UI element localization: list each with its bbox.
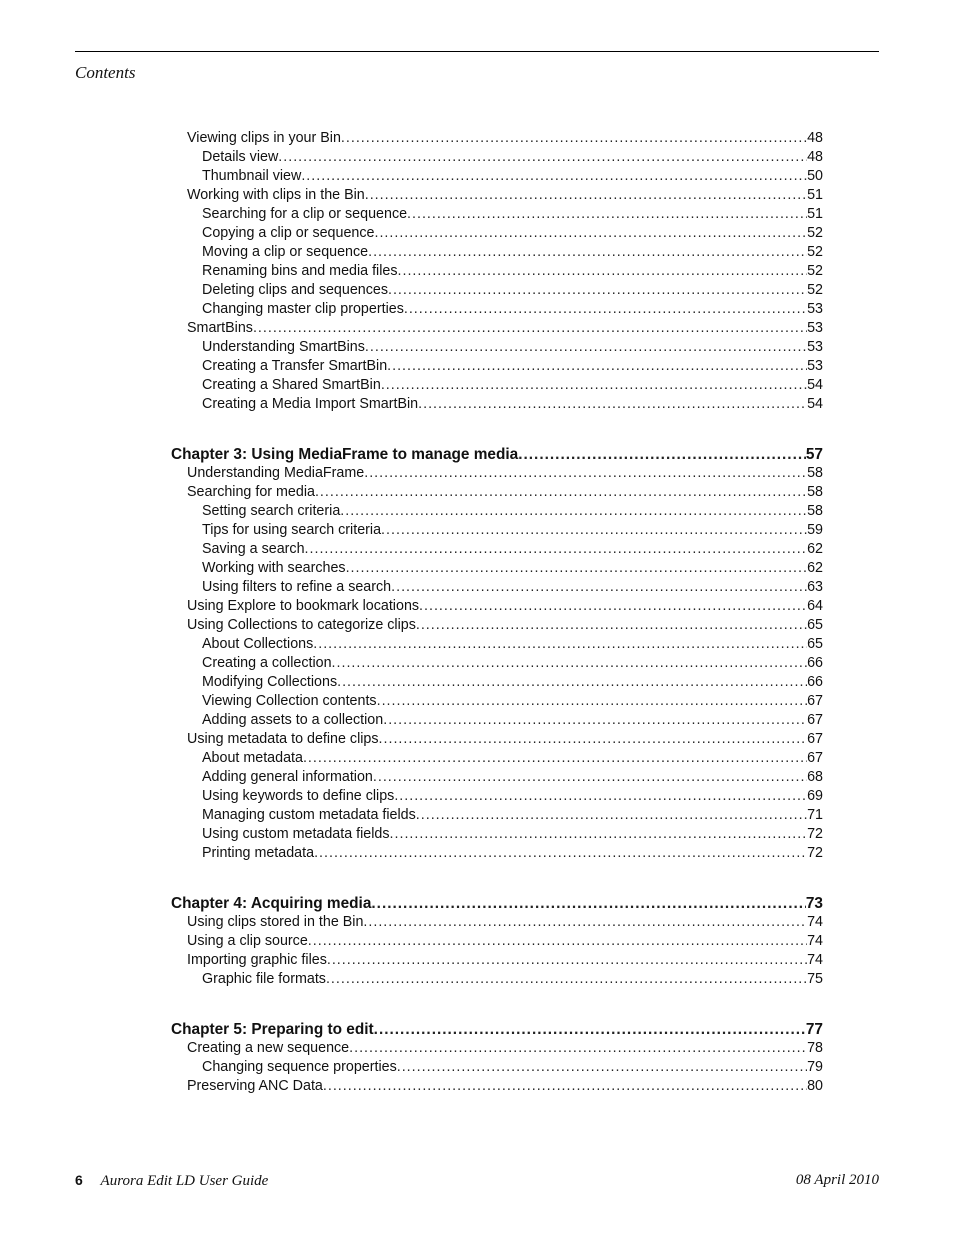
dot-leader [278, 148, 807, 167]
toc-entry-page: 52 [807, 263, 823, 279]
toc-chapter-entry[interactable] [171, 445, 823, 464]
toc-entry[interactable] [187, 464, 823, 483]
toc-entry-title: Changing master clip properties [202, 301, 404, 317]
toc-entry[interactable] [187, 616, 823, 635]
footer-left [75, 1172, 268, 1190]
toc-entry[interactable] [187, 932, 823, 951]
toc-entry[interactable] [202, 243, 823, 262]
toc-entry-title: Using a clip source [187, 933, 308, 949]
toc-entry-page: 51 [807, 187, 823, 203]
dot-leader [383, 711, 807, 730]
dot-leader [323, 1077, 807, 1096]
toc-entry[interactable] [187, 951, 823, 970]
dot-leader [381, 376, 807, 395]
toc-entry-title: Creating a Shared SmartBin [202, 377, 381, 393]
dot-leader [404, 300, 807, 319]
toc-entry-title: Preserving ANC Data [187, 1078, 323, 1094]
toc-entry[interactable] [187, 913, 823, 932]
toc-entry-title: Modifying Collections [202, 674, 338, 690]
toc-entry-title: About metadata [202, 750, 303, 766]
toc-entry-page: 67 [807, 750, 823, 766]
toc-entry[interactable] [202, 654, 823, 673]
toc-entry-page: 74 [807, 952, 823, 968]
toc-chapter-entry[interactable] [171, 894, 823, 913]
toc-entry[interactable] [202, 376, 823, 395]
toc-entry-page: 77 [805, 1021, 823, 1038]
toc-entry-page: 67 [807, 731, 823, 747]
toc-entry[interactable] [202, 844, 823, 863]
toc-entry-page: 78 [807, 1040, 823, 1056]
toc-entry[interactable] [202, 148, 823, 167]
toc-entry[interactable] [202, 205, 823, 224]
toc-entry-page: 64 [807, 598, 823, 614]
toc-entry-title: Using keywords to define clips [202, 788, 395, 804]
toc-entry[interactable] [187, 730, 823, 749]
toc-entry[interactable] [202, 281, 823, 300]
toc-entry-page: 63 [807, 579, 823, 595]
toc-chapter-entry[interactable] [171, 1020, 823, 1039]
toc-entry[interactable] [202, 262, 823, 281]
dot-leader [326, 970, 807, 989]
toc-entry[interactable] [202, 692, 823, 711]
toc-entry[interactable] [187, 186, 823, 205]
toc-entry-page: 54 [807, 396, 823, 412]
toc-entry-page: 62 [807, 560, 823, 576]
toc-entry-page: 66 [807, 674, 823, 690]
toc-entry-page: 74 [807, 933, 823, 949]
toc-entry-title: Chapter 5: Preparing to edit [171, 1021, 374, 1038]
toc-entry[interactable] [202, 167, 823, 186]
dot-leader [388, 281, 807, 300]
dot-leader [341, 129, 807, 148]
toc-entry-title: Using clips stored in the Bin [187, 914, 364, 930]
toc-entry[interactable] [202, 559, 823, 578]
toc-entry-page: 58 [807, 484, 823, 500]
toc-entry[interactable] [202, 540, 823, 559]
toc-entry-page: 74 [807, 914, 823, 930]
dot-leader [253, 319, 807, 338]
toc-entry-page: 48 [807, 149, 823, 165]
toc-entry-page: 50 [807, 168, 823, 184]
dot-leader [308, 932, 807, 951]
toc-entry[interactable] [202, 395, 823, 414]
dot-leader [340, 502, 807, 521]
dot-leader [365, 338, 807, 357]
dot-leader [327, 951, 807, 970]
toc-entry-title: Working with clips in the Bin [187, 187, 365, 203]
toc-entry-title: Using Collections to categorize clips [187, 617, 416, 633]
toc-entry[interactable] [202, 521, 823, 540]
toc-entry-title: Adding assets to a collection [202, 712, 384, 728]
dot-leader [377, 692, 808, 711]
toc-entry-title: Working with searches [202, 560, 346, 576]
toc-entry[interactable] [202, 300, 823, 319]
toc-entry-page: 79 [807, 1059, 823, 1075]
dot-leader [364, 464, 807, 483]
dot-leader [374, 1020, 806, 1039]
footer-guide-title: Aurora Edit LD User Guide [100, 1173, 269, 1189]
dot-leader [332, 654, 808, 673]
dot-leader [346, 559, 808, 578]
dot-leader [391, 578, 807, 597]
toc-entry-title: About Collections [202, 636, 314, 652]
toc-entry-page: 67 [807, 712, 823, 728]
toc-entry[interactable] [202, 357, 823, 376]
toc-entry-title: Understanding MediaFrame [187, 465, 365, 481]
toc-entry[interactable] [202, 970, 823, 989]
footer-date: 08 April 2010 [795, 1172, 879, 1188]
toc-entry-title: Viewing clips in your Bin [187, 130, 341, 146]
toc-entry-page: 53 [807, 301, 823, 317]
toc-entry[interactable] [187, 1039, 823, 1058]
dot-leader [518, 445, 806, 464]
toc-entry[interactable] [202, 787, 823, 806]
dot-leader [301, 167, 807, 186]
toc-entry-title: Deleting clips and sequences [202, 282, 388, 298]
toc-entry[interactable] [202, 578, 823, 597]
toc-entry-page: 52 [807, 225, 823, 241]
dot-leader [419, 597, 807, 616]
toc-entry[interactable] [202, 711, 823, 730]
toc-entry-title: Creating a Transfer SmartBin [202, 358, 388, 374]
toc-entry-page: 71 [807, 807, 823, 823]
dot-leader [398, 262, 808, 281]
toc-entry-page: 58 [807, 465, 823, 481]
dot-leader [416, 616, 807, 635]
toc-entry[interactable] [187, 319, 823, 338]
toc-entry[interactable] [202, 768, 823, 787]
toc-entry-title: Changing sequence properties [202, 1059, 397, 1075]
dot-leader [313, 635, 807, 654]
toc-entry-title: Creating a Media Import SmartBin [202, 396, 419, 412]
toc-entry-page: 59 [807, 522, 823, 538]
toc-entry-page: 66 [807, 655, 823, 671]
toc-entry-title: Printing metadata [202, 845, 315, 861]
toc-entry-title: Searching for a clip or sequence [202, 206, 408, 222]
running-header-title: Contents [75, 63, 136, 82]
dot-leader [349, 1039, 807, 1058]
footer-page-number: 6 [75, 1172, 83, 1188]
toc-entry-title: Managing custom metadata fields [202, 807, 416, 823]
toc-entry-page: 67 [807, 693, 823, 709]
toc-entry-page: 75 [807, 971, 823, 987]
dot-leader [303, 749, 807, 768]
toc-entry[interactable] [202, 502, 823, 521]
dot-leader [314, 844, 807, 863]
toc-entry-title: Understanding SmartBins [202, 339, 365, 355]
dot-leader [371, 894, 805, 913]
toc-entry[interactable] [202, 806, 823, 825]
toc-entry-page: 57 [805, 446, 823, 463]
dot-leader [315, 483, 807, 502]
dot-leader [418, 395, 807, 414]
toc-entry-title: Renaming bins and media files [202, 263, 398, 279]
toc-entry-title: Chapter 4: Acquiring media [171, 895, 372, 912]
dot-leader [394, 787, 807, 806]
toc-entry-title: Copying a clip or sequence [202, 225, 375, 241]
dot-leader [379, 730, 808, 749]
toc-entry[interactable] [202, 635, 823, 654]
toc-entry-page: 52 [807, 244, 823, 260]
toc-entry-title: Details view [202, 149, 279, 165]
toc-entry-title: Creating a collection [202, 655, 332, 671]
toc-entry-title: Using Explore to bookmark locations [187, 598, 420, 614]
dot-leader [374, 224, 807, 243]
toc-entry-page: 53 [807, 358, 823, 374]
toc-entry-title: Adding general information [202, 769, 373, 785]
toc-entry[interactable] [202, 338, 823, 357]
toc-entry-title: Importing graphic files [187, 952, 327, 968]
toc-entry-title: Setting search criteria [202, 503, 341, 519]
toc-entry-title: Saving a search [202, 541, 305, 557]
toc-entry-page: 53 [807, 339, 823, 355]
dot-leader [387, 357, 807, 376]
toc-entry-title: Using metadata to define clips [187, 731, 379, 747]
toc-entry-page: 73 [805, 895, 823, 912]
toc-entry-page: 65 [807, 636, 823, 652]
dot-leader [407, 205, 807, 224]
toc-entry-title: Tips for using search criteria [202, 522, 382, 538]
toc-entry-title: Chapter 3: Using MediaFrame to manage media [171, 446, 519, 463]
dot-leader [337, 673, 807, 692]
dot-leader [305, 540, 808, 559]
dot-leader [363, 913, 807, 932]
toc-entry-page: 68 [807, 769, 823, 785]
toc-entry-page: 72 [807, 826, 823, 842]
toc-entry-title: Using custom metadata fields [202, 826, 390, 842]
toc-entry-title: Viewing Collection contents [202, 693, 377, 709]
toc-entry-page: 53 [807, 320, 823, 336]
dot-leader [397, 1058, 807, 1077]
toc-entry[interactable] [202, 825, 823, 844]
toc-entry[interactable] [202, 1058, 823, 1077]
toc-entry-page: 51 [807, 206, 823, 222]
toc-entry[interactable] [202, 673, 823, 692]
toc-entry-page: 69 [807, 788, 823, 804]
toc-entry[interactable] [187, 597, 823, 616]
dot-leader [365, 186, 807, 205]
toc-entry-page: 54 [807, 377, 823, 393]
toc-entry-page: 62 [807, 541, 823, 557]
toc-entry-title: Creating a new sequence [187, 1040, 350, 1056]
toc-entry[interactable] [187, 483, 823, 502]
toc-entry-page: 58 [807, 503, 823, 519]
toc-entry-title: Searching for media [187, 484, 315, 500]
toc-entry-title: Thumbnail view [202, 168, 302, 184]
toc-entry[interactable] [202, 224, 823, 243]
dot-leader [368, 243, 807, 262]
toc-entry[interactable] [202, 749, 823, 768]
toc-entry-page: 52 [807, 282, 823, 298]
toc-entry-title: Using filters to refine a search [202, 579, 392, 595]
dot-leader [390, 825, 808, 844]
toc-entry[interactable] [187, 129, 823, 148]
dot-leader [381, 521, 807, 540]
toc-entry-page: 80 [807, 1078, 823, 1094]
toc-entry-title: Moving a clip or sequence [202, 244, 369, 260]
toc-entry-page: 48 [807, 130, 823, 146]
toc-entry-title: Graphic file formats [202, 971, 326, 987]
toc-entry[interactable] [187, 1077, 823, 1096]
dot-leader [416, 806, 807, 825]
toc-entry-page: 65 [807, 617, 823, 633]
dot-leader [373, 768, 807, 787]
toc-entry-title: SmartBins [187, 320, 253, 336]
toc-entry-page: 72 [807, 845, 823, 861]
